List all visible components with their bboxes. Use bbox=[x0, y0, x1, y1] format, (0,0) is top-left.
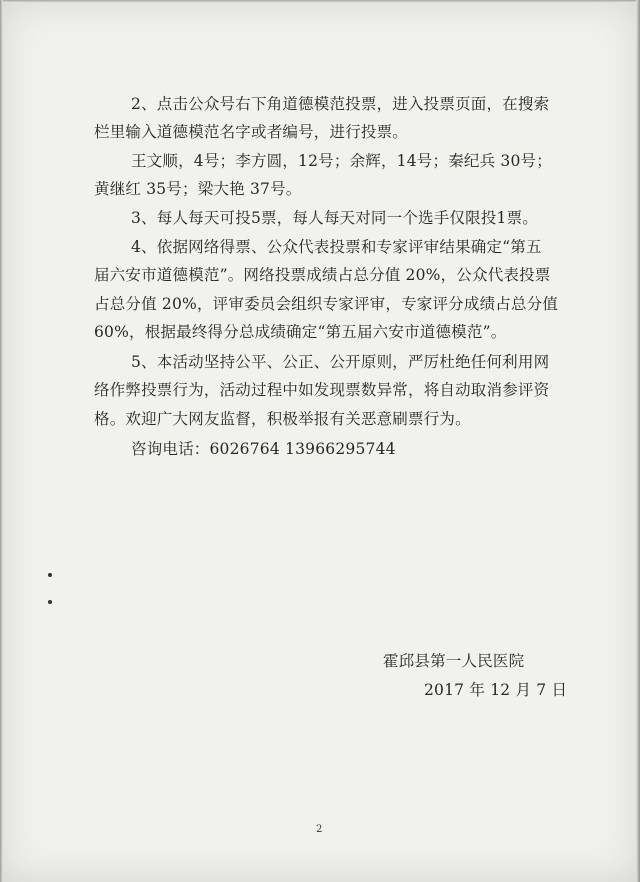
contact-phone: 咨询电话：6026764 13966295744 bbox=[131, 440, 396, 458]
paragraph-line: 3、每人每天可投5票，每人每天对同一个选手仅限投1票。 bbox=[131, 209, 538, 227]
paragraph-line: 4、依据网络得票、公众代表投票和专家评审结果确定“第五 bbox=[131, 238, 542, 256]
scan-edge-left bbox=[0, 0, 3, 882]
paragraph-line: 王文顺，4号；李方圆，12号；余辉，14号；秦纪兵 30号； bbox=[131, 152, 552, 170]
paragraph-line: 5、本活动坚持公平、公正、公开原则，严厉杜绝任何利用网 bbox=[131, 353, 550, 371]
paragraph-line: 2、点击公众号右下角道德模范投票，进入投票页面，在搜索 bbox=[131, 95, 550, 113]
paragraph-line: 栏里输入道德模范名字或者编号，进行投票。 bbox=[94, 123, 409, 141]
paragraph-line: 格。欢迎广大网友监督，积极举报有关恶意刷票行为。 bbox=[94, 410, 471, 428]
signature-date: 2017 年 12 月 7 日 bbox=[424, 681, 568, 699]
scan-edge-right bbox=[636, 0, 640, 882]
paragraph-line: 届六安市道德模范”。网络投票成绩占总分值 20%，公众代表投票 bbox=[94, 266, 551, 284]
signature-organization: 霍邱县第一人民医院 bbox=[383, 652, 525, 670]
paragraph-line: 黄继红 35号；梁大艳 37号。 bbox=[94, 180, 302, 198]
binder-mark bbox=[48, 573, 52, 577]
scan-edge-top bbox=[0, 0, 640, 3]
page-number: 2 bbox=[316, 824, 323, 835]
binder-mark bbox=[48, 600, 52, 604]
paragraph-line: 络作弊投票行为，活动过程中如发现票数异常，将自动取消参评资 bbox=[94, 381, 550, 399]
paragraph-line: 60%，根据最终得分总成绩确定“第五届六安市道德模范”。 bbox=[94, 323, 507, 341]
paragraph-line: 占总分值 20%，评审委员会组织专家评审，专家评分成绩占总分值 bbox=[94, 295, 559, 313]
